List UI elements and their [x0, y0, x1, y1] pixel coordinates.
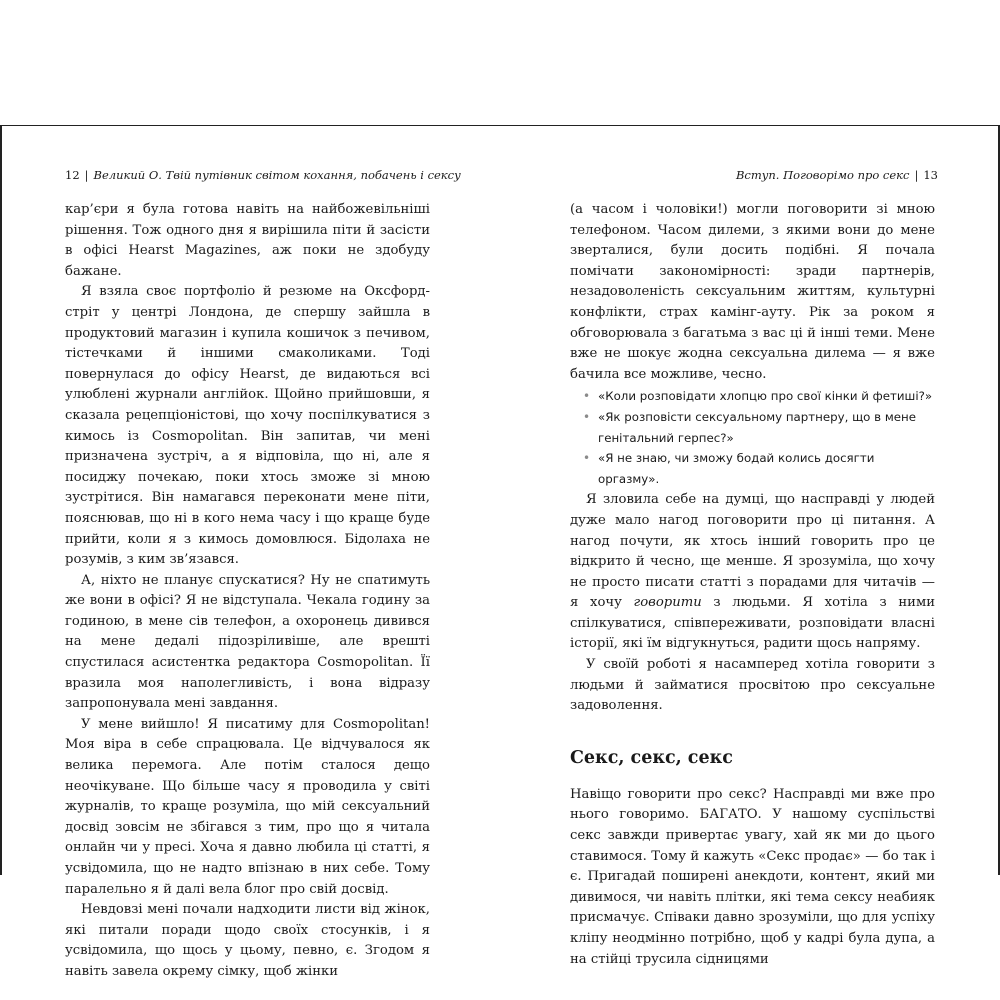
list-item: [570, 407, 935, 448]
section-heading: Секс, секс, секс: [570, 747, 733, 768]
left-page-number: 12: [65, 168, 80, 182]
header-separator-left: |: [84, 168, 89, 182]
paragraph: кар’єри я була готова навіть на найбожевільніші рішення. Тож одного дня я вирішила піти й засісти в офісі Hearst Magazines, аж поки не здобуду бажане.: [65, 202, 430, 279]
list-item-text: «Коли розповідати хлопцю про свої кінки й фетиші?»: [598, 389, 933, 404]
list-item-text: «Я не знаю, чи зможу бодай колись досягти оргазму».: [598, 451, 875, 486]
paragraph-text: з людьми. Я хотіла з ними спілкуватися, співпереживати, розповідати власні історії, які їм відгукнуться, радити щось напряму.: [570, 595, 935, 652]
paragraph: Я взяла своє портфоліо й резюме на Оксфорд-стріт у центрі Лондона, де спершу зайшла в продуктовий магазин і купила кошичок з печивом, тістечками й іншими смаколиками. Тоді повернулася до офісу Hearst, де видаються всі улюблені журнали англійок. Щойно прийшовши, я сказала рецепціоністові, що хочу поспілкуватися з кимось із Cosmopolitan. Він запитав, чи мені призначена зустріч, а я відповіла, що ні, але я посиджу почекаю, поки хтось зможе зі мною зустрітися. Він намагався переконати мене піти, пояснював, що ні в кого нема часу і що краще буде прийти, коли я з кимось домовлюся. Бідолаха не розумів, з ким зв’язався.: [65, 284, 430, 568]
left-page-body: [65, 200, 430, 983]
right-running-header: [736, 168, 938, 182]
list-item: [570, 448, 935, 489]
paragraph: У мене вийшло! Я писатиму для Cosmopolitan! Моя віра в себе спрацювала. Це відчувалося як велика перемога. Але потім сталося дещо неочікуване. Що більше часу я проводила у світі журналів, то краще розуміла, що мій сексуальний досвід зовсім не збігався з тим, про що я читала онлайн чи у пресі. Хоча я давно любила ці статті, я усвідомила, що не надто впізнаю в них себе. Тому паралельно я й далі вела блог про свій досвід.: [65, 716, 430, 897]
left-header-title: Великий О. Твій путівник світом кохання, побачень і сексу: [93, 168, 461, 182]
list-item-text: «Як розповісти сексуальному партнеру, що в мене генітальний герпес?»: [598, 409, 916, 445]
bullet-icon: •: [583, 409, 591, 424]
paragraph: У своїй роботі я насамперед хотіла говорити з людьми й займатися просвітою про сексуальне задоволення.: [570, 657, 935, 714]
bullet-icon: •: [583, 389, 591, 404]
list-item: [570, 386, 935, 407]
bullet-icon: •: [583, 451, 591, 466]
paragraph-text: Я зловила себе на думці, що насправді у людей дуже мало нагод поговорити про ці питання. А нагод почути, як хтось інший говорить про це відкрито й чесно, ще менше. Я зрозуміла, що хочу не просто писати статті з порадами для читачів — я хочу: [570, 492, 935, 611]
left-page-edge: [0, 125, 2, 875]
paragraph: Невдовзі мені почали надходити листи від жінок, які питали поради щодо своїх стосунків, і я усвідомила, що щось у цьому, певно, є. Згодом я навіть завела окрему сімку, щоб жінки: [65, 902, 430, 979]
paragraph: [570, 490, 935, 655]
question-list: [570, 386, 935, 489]
right-page-number: 13: [923, 168, 938, 182]
paragraph: Навіщо говорити про секс? Насправді ми вже про нього говоримо. БАГАТО. У нашому суспільстві секс завжди привертає увагу, хай як ми до цього ставимося. Тому й кажуть «Секс продає» — бо так і є. Пригадай поширені анекдоти, контент, який ми дивимося, чи навіть плітки, які тема сексу неабияк присмачує. Співаки давно зрозуміли, що для успіху кліпу неодмінно потрібно, щоб у кадрі була дупа, а на стійці трусила сідницями: [570, 786, 935, 967]
paragraph: А, ніхто не планує спускатися? Ну не спатимуть же вони в офісі? Я не відступала. Чекала годину за годиною, в мене сів телефон, а охоронець дивився на мене дедалі підозріливіше, але врешті спустилася асистентка редактора Cosmopolitan. Її вразила моя наполегливість, і вона відразу запропонувала мені завдання.: [65, 572, 430, 712]
header-separator-right: |: [914, 168, 919, 182]
right-header-title: Вступ. Поговорімо про секс: [735, 168, 910, 182]
right-page-body: [570, 200, 935, 970]
left-running-header: [65, 168, 461, 182]
emphasis-text: говорити: [633, 595, 702, 611]
paragraph: (а часом і чоловіки!) могли поговорити зі мною телефоном. Часом дилеми, з якими вони до мене зверталися, були досить подібні. Я почала помічати закономірності: зради партнерів, незадоволеність сексуальним життям, культурні конфлікти, страх камінг-ауту. Рік за роком я обговорювала з багатьма з вас ці й інші теми. Мене вже не шокує жодна сексуальна дилема — я вже бачила все можливе, чесно.: [570, 202, 935, 382]
